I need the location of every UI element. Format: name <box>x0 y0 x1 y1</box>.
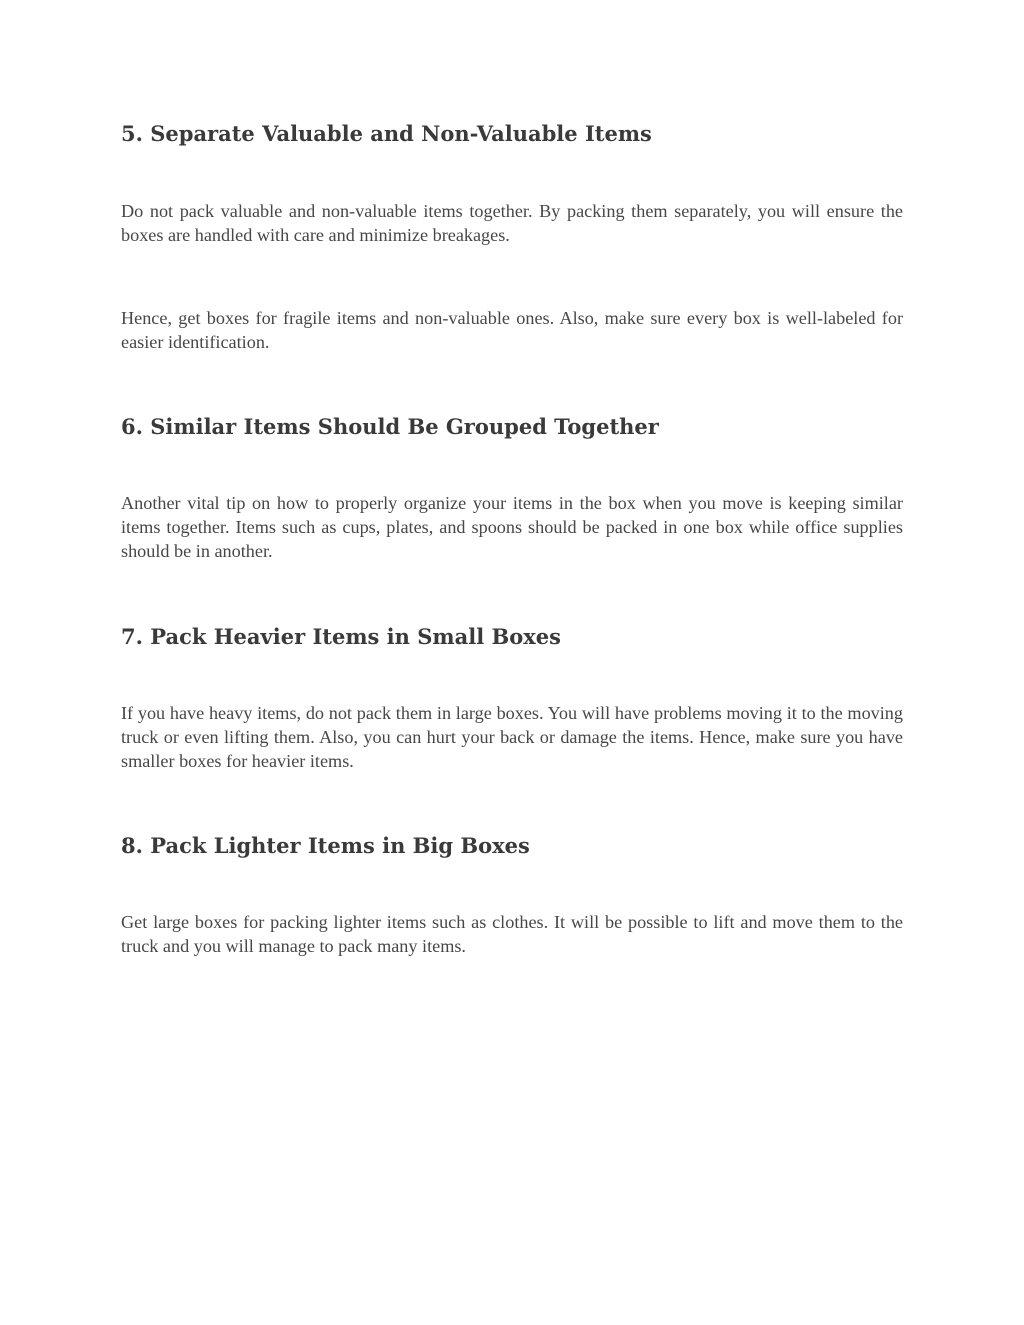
section-heading-8: 8. Pack Lighter Items in Big Boxes <box>121 833 530 858</box>
section-8-paragraph-1: Get large boxes for packing lighter items such as clothes. It will be possible to lift and move them to the truck and you will manage to pack many items. <box>121 912 903 957</box>
section-7-paragraph-1: If you have heavy items, do not pack them in large boxes. You will have problems moving it to the moving truck or even lifting them. Also, you can hurt your back or damage the items. Hence, make sure you have smaller boxes for heavier items. <box>121 703 903 772</box>
section-6-paragraph-1: Another vital tip on how to properly organize your items in the box when you move is keeping similar items together. Items such as cups, plates, and spoons should be packed in one box while office supplies should be in another. <box>121 493 903 562</box>
section-heading-7: 7. Pack Heavier Items in Small Boxes <box>121 624 561 649</box>
section-heading-5: 5. Separate Valuable and Non-Valuable Items <box>121 121 652 146</box>
section-heading-6: 6. Similar Items Should Be Grouped Together <box>121 414 659 439</box>
section-5-paragraph-1: Do not pack valuable and non-valuable items together. By packing them separately, you will ensure the boxes are handled with care and minimize breakages. <box>121 201 903 246</box>
section-5-paragraph-2: Hence, get boxes for fragile items and non-valuable ones. Also, make sure every box is well-labeled for easier identification. <box>121 308 903 353</box>
